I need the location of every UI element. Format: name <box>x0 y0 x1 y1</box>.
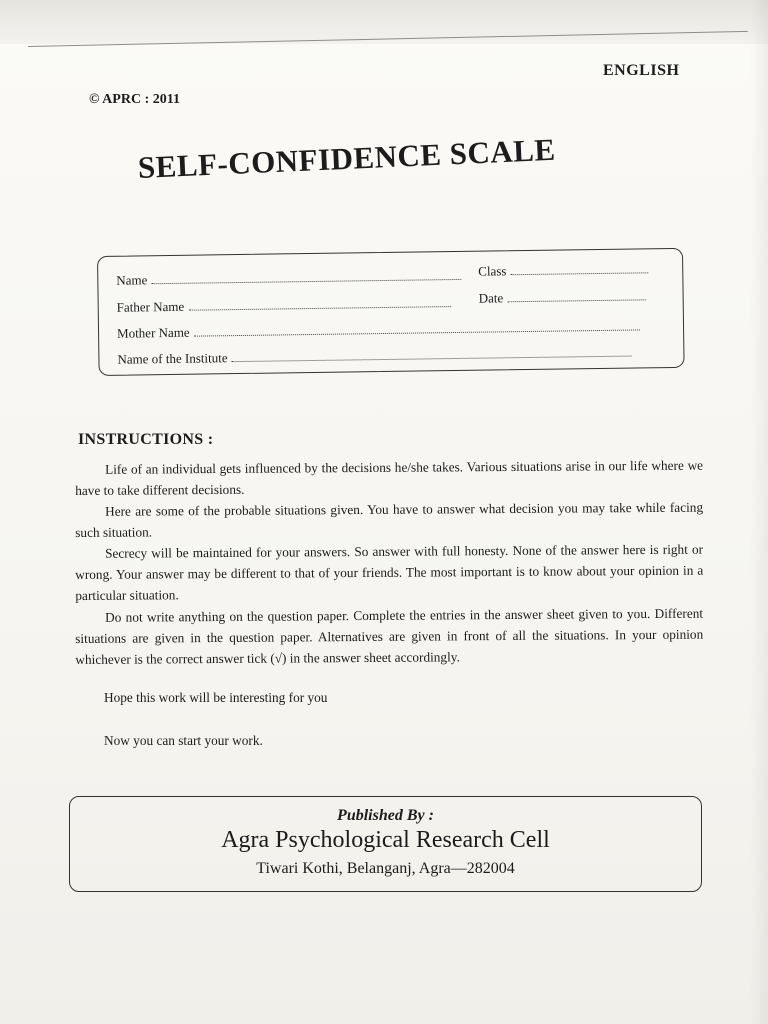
publisher-name: Agra Psychological Research Cell <box>221 827 550 853</box>
father-name-label: Father Name <box>116 298 185 315</box>
mother-name-blank[interactable] <box>194 319 640 336</box>
name-field[interactable] <box>116 268 461 289</box>
date-field[interactable] <box>479 288 646 306</box>
page-title: SELF-CONFIDENCE SCALE <box>137 131 557 185</box>
institute-blank[interactable] <box>231 346 631 363</box>
page-right-shadow <box>750 0 768 1024</box>
father-name-field[interactable] <box>117 295 451 316</box>
instruction-paragraph-5: Hope this work will be interesting for you <box>104 690 328 705</box>
published-by-label: Published By : <box>337 807 434 824</box>
date-label: Date <box>478 290 504 306</box>
publisher-box <box>69 796 702 892</box>
publisher-address: Tiwari Kothi, Belanganj, Agra—282004 <box>256 860 515 877</box>
name-label: Name <box>116 272 148 288</box>
closing-line: Now you can start your work. <box>104 733 263 748</box>
instructions-heading: INSTRUCTIONS : <box>78 431 214 448</box>
class-field[interactable] <box>478 261 648 279</box>
institute-field[interactable] <box>117 345 631 368</box>
page-top-shadow <box>0 0 768 44</box>
instruction-paragraph-3: Secrecy will be maintained for your answers. So answer with full honesty. None of the answer here is right or wrong. Your answer may be different to that of your friends. The most important is to know about your opinion in a particular situation. <box>75 541 704 603</box>
class-blank[interactable] <box>510 262 648 275</box>
mother-name-label: Mother Name <box>116 324 190 341</box>
copyright-notice: © APRC : 2011 <box>89 92 180 107</box>
instruction-paragraph-4: Do not write anything on the question paper. Complete the entries in the answer sheet given to you. Different situations are given in the question paper. Alternatives are given in front of all the situations. In your opinion whichever is the correct answer tick (√) in the answer sheet accordingly. <box>75 605 704 667</box>
language-label: ENGLISH <box>603 62 680 79</box>
institute-label: Name of the Institute <box>117 350 228 367</box>
date-blank[interactable] <box>507 289 645 302</box>
father-name-blank[interactable] <box>188 296 450 311</box>
mother-name-field[interactable] <box>117 318 640 341</box>
instruction-paragraph-2: Here are some of the probable situations given. You have to answer what decision you may take while facing such situation. <box>75 499 704 540</box>
student-info-box <box>97 248 685 376</box>
class-label: Class <box>478 263 507 279</box>
instruction-paragraph-1: Life of an individual gets influenced by the decisions he/she takes. Various situations arise in our life where we have to take different decisions. <box>75 457 704 498</box>
name-blank[interactable] <box>151 269 461 284</box>
